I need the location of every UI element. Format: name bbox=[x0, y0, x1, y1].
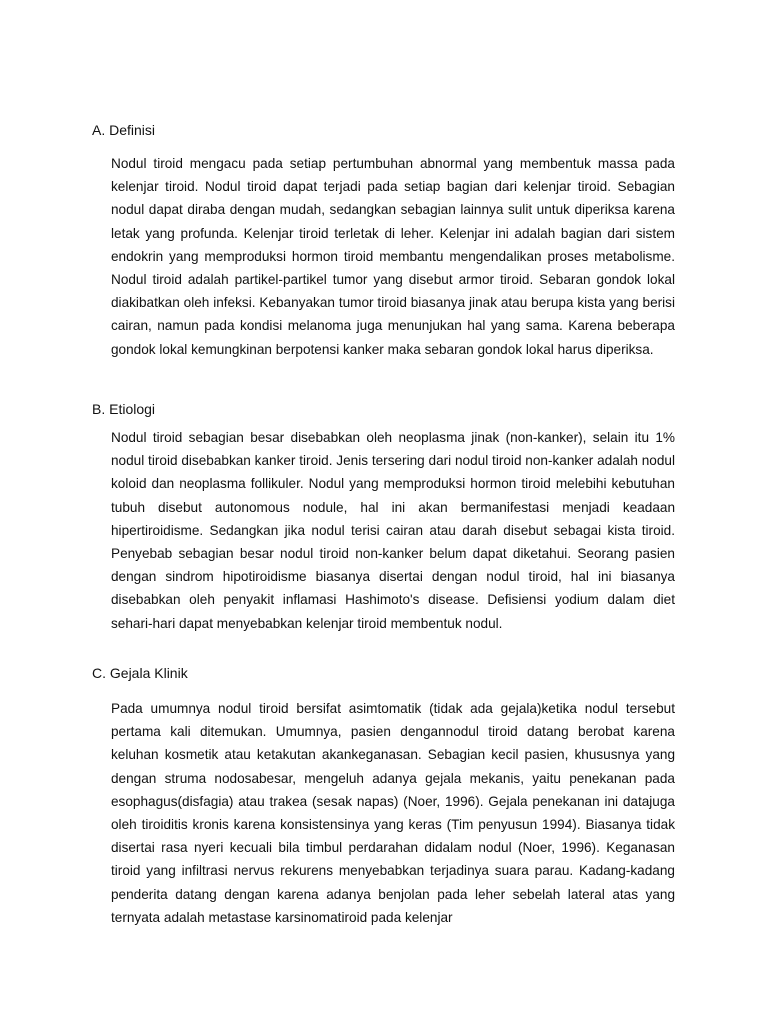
section-body-etiologi: Nodul tiroid sebagian besar disebabkan oleh neoplasma jinak (non-kanker), selain itu 1% nodul tiroid disebabkan kanker tiroid. Jenis tersering dari nodul tiroid non-kanker adalah nodul koloid dan neoplasma follikuler. Nodul yang memproduksi hormon tiroid melebihi kebutuhan tubuh disebut autonomous nodule, hal ini akan bermanifestasi menjadi keadaan hipertiroidisme. Sedangkan jika nodul terisi cairan atau darah disebut sebagai kista tiroid. Penyebab sebagian besar nodul tiroid non-kanker belum dapat diketahui. Seorang pasien dengan sindrom hipotiroidisme biasanya disertai dengan nodul tiroid, hal ini biasanya disebabkan oleh penyakit inflamasi Hashimoto's disease. Defisiensi yodium dalam diet sehari-hari dapat menyebabkan kelenjar tiroid membentuk nodul. bbox=[111, 430, 675, 631]
section-body-gejala-klinik: Pada umumnya nodul tiroid bersifat asimtomatik (tidak ada gejala)ketika nodul tersebut pertama kali ditemukan. Umumnya, pasien dengannodul tiroid datang berobat karena keluhan kosmetik atau ketakutan akankeganasan. Sebagian kecil pasien, khususnya yang dengan struma nodosabesar, mengeluh adanya gejala mekanis, yaitu penekanan pada esophagus(disfagia) atau trakea (sesak napas) (Noer, 1996). Gejala penekanan ini datajuga oleh tiroiditis kronis karena konsistensinya yang keras (Tim penyusun 1994). Biasanya tidak disertai rasa nyeri kecuali bila timbul perdarahan didalam nodul (Noer, 1996). Keganasan tiroid yang infiltrasi nervus rekurens menyebabkan terjadinya suara parau. Kadang-kadang penderita datang dengan karena adanya benjolan pada leher sebelah lateral atas yang ternyata adalah metastase karsinomatiroid pada kelenjar bbox=[111, 701, 675, 925]
section-heading-gejala-klinik: C. Gejala Klinik bbox=[92, 665, 188, 681]
section-body-definisi: Nodul tiroid mengacu pada setiap pertumbuhan abnormal yang membentuk massa pada kelenjar tiroid. Nodul tiroid dapat terjadi pada setiap bagian dari kelenjar tiroid. Sebagian nodul dapat diraba dengan mudah, sedangkan sebagian lainnya sulit untuk diperiksa karena letak yang profunda. Kelenjar tiroid terletak di leher. Kelenjar ini adalah bagian dari sistem endokrin yang memproduksi hormon tiroid membantu mengendalikan proses metabolisme. Nodul tiroid adalah partikel-partikel tumor yang disebut armor tiroid. Sebaran gondok lokal diakibatkan oleh infeksi. Kebanyakan tumor tiroid biasanya jinak atau berupa kista yang berisi cairan, namun pada kondisi melanoma juga menunjukan hal yang sama. Karena beberapa gondok lokal kemungkinan berpotensi kanker maka sebaran gondok lokal harus diperiksa. bbox=[111, 156, 675, 357]
section-heading-etiologi: B. Etiologi bbox=[92, 401, 156, 417]
section-heading-definisi: A. Definisi bbox=[92, 122, 156, 138]
